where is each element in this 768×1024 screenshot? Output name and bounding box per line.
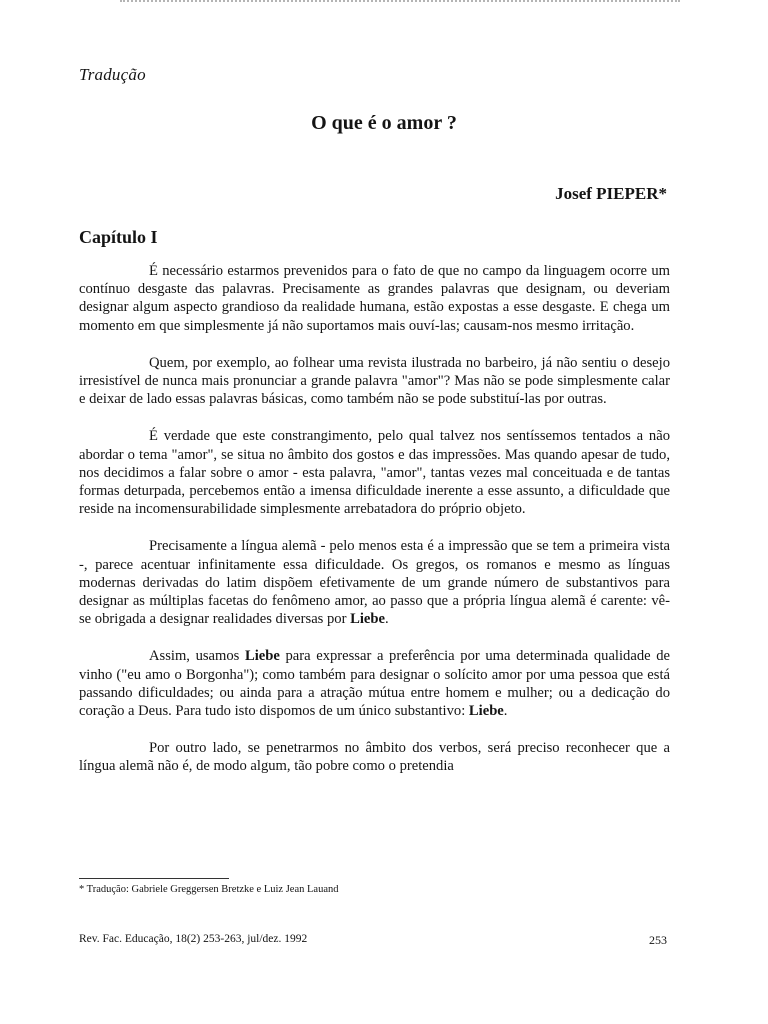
paragraph-5 [79, 647, 670, 720]
footnote-divider [79, 878, 229, 879]
article-title: O que é o amor ? [311, 112, 457, 134]
page-number: 253 [649, 933, 667, 947]
journal-citation: Rev. Fac. Educação, 18(2) 253-263, jul/dez. 1992 [79, 933, 308, 945]
bold-term: Liebe [244, 648, 280, 665]
paragraph-4 [79, 537, 670, 628]
paragraph-2 [79, 354, 670, 409]
author-name: Josef PIEPER* [555, 184, 667, 203]
paragraph-text: para expressar a preferência por uma determinada qualidade de vinho ("eu amo o Borgonha"); como também para designar o solícito amor por uma pessoa que está passando dificuldades; ou ainda para a atração mútua entre homem e mulher; ou a dedicação do coração a Deus. Para tudo isto dispomos de um único substantivo: [79, 648, 670, 720]
scan-top-edge [120, 0, 680, 4]
paragraph-text: Por outro lado, se penetrarmos no âmbito dos verbos, será preciso reconhecer que a língua alemã não é, de modo algum, tão pobre como o pretendia [79, 740, 670, 775]
bold-term: Liebe [468, 703, 504, 720]
paragraph-text: Quem, por exemplo, ao folhear uma revista ilustrada no barbeiro, já não sentiu o desejo irresistível de nunca mais pronunciar a grande palavra "amor"? Mas não se pode simplesmente calar e deixar de lado essas palavras básicas, como também não se pode substituí-las por outras. [79, 354, 670, 408]
paragraph-text: . [503, 703, 508, 720]
bold-term: Liebe [350, 611, 385, 628]
paragraph-6 [79, 739, 670, 775]
paragraph-text: . [384, 611, 389, 628]
section-label: Tradução [79, 65, 146, 84]
footnote: * Tradução: Gabriele Greggersen Bretzke e Luiz Jean Lauand [79, 884, 339, 895]
paragraph-text: Precisamente a língua alemã - pelo menos esta é a impressão que se tem a primeira vista -, parece acentuar infinitamente essa dificuldade. Os gregos, os romanos e mesmo as línguas modernas derivadas do latim dispõem efetivamente de um grande número de substantivos para designar as múltiplas facetas do fenômeno amor, ao passo que a própria língua alemã é carente: vê-se obrigada a designar realidades diversas por [79, 538, 670, 628]
paragraph-text: É verdade que este constrangimento, pelo qual talvez nos sentíssemos tentados a não abordar o tema "amor", se situa no âmbito dos gostos e das impressões. Mas quando apesar de tudo, nos decidimos a falar sobre o amor - esta palavra, "amor", tantas vezes mal conceituada e de tantas formas deturpada, percebemos então a imensa dificuldade inerente a esse assunto, a dificuldade que reside na incomensurabilidade simplesmente arrebatadora do próprio objeto. [79, 428, 670, 518]
body-text [79, 262, 670, 795]
paragraph-text: É necessário estarmos prevenidos para o fato de que no campo da linguagem ocorre um contínuo desgaste das palavras. Precisamente as grandes palavras que designam, ou deveriam designar algum aspecto grandioso da realidade humana, estão expostas a esse desgaste. E chega um momento em que simplesmente já não suportamos mais ouví-las; causam-nos mesmo irritação. [79, 263, 670, 334]
paragraph-3 [79, 427, 670, 518]
paragraph-1 [79, 262, 670, 335]
chapter-heading: Capítulo I [79, 227, 158, 247]
paragraph-text: Assim, usamos [149, 648, 245, 665]
